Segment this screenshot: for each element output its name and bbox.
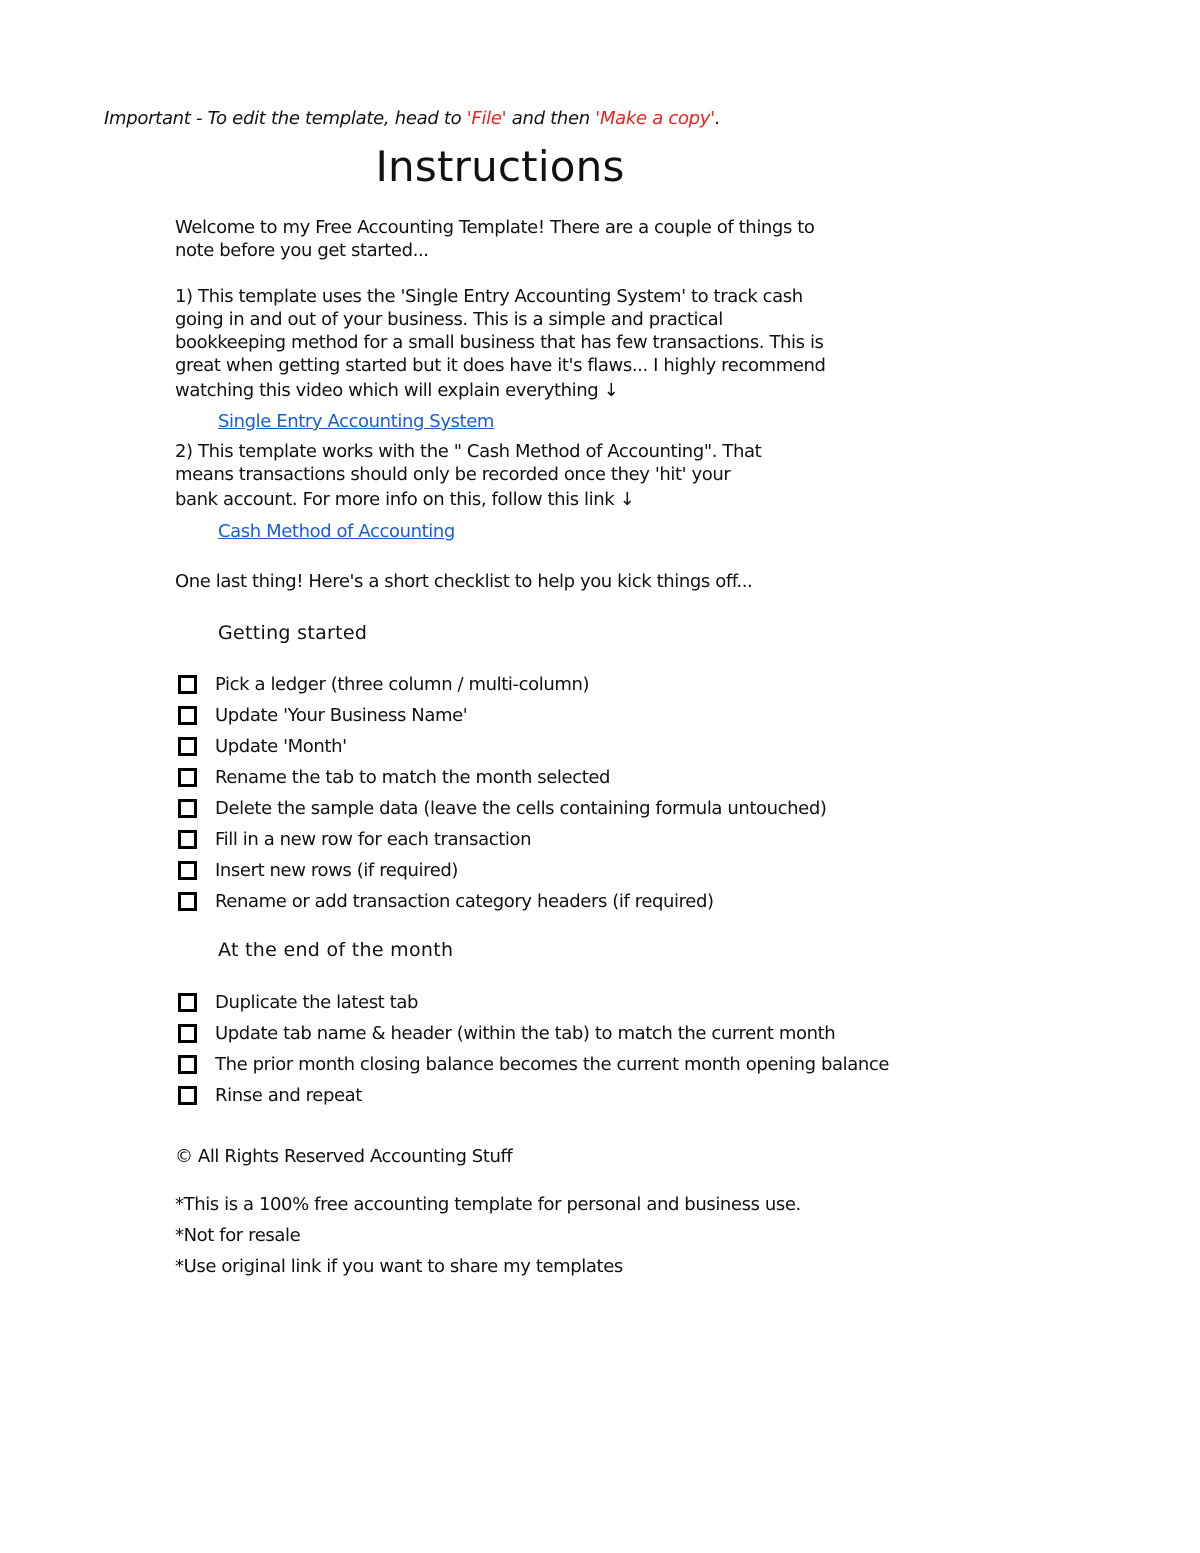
- checklist-item-label: Update 'Your Business Name': [215, 704, 468, 726]
- point-2-line: bank account. For more info on this, follow this link ↓: [175, 489, 635, 510]
- checklist-item-label: Rename or add transaction category headers (if required): [215, 890, 714, 912]
- point-1-line: going in and out of your business. This is a simple and practical: [175, 309, 723, 330]
- checklist-item-label: The prior month closing balance becomes the current month opening balance: [215, 1053, 890, 1075]
- checklist-item: [178, 1051, 889, 1077]
- checkbox[interactable]: [178, 706, 197, 725]
- checklist-item: [178, 702, 467, 728]
- checkbox[interactable]: [178, 1024, 197, 1043]
- checkbox[interactable]: [178, 675, 197, 694]
- checkbox[interactable]: [178, 993, 197, 1012]
- copyright-notice: © All Rights Reserved Accounting Stuff: [175, 1146, 513, 1167]
- checklist-item-label: Rinse and repeat: [215, 1084, 362, 1106]
- checklist-item: [178, 764, 610, 790]
- checkbox[interactable]: [178, 737, 197, 756]
- checkbox[interactable]: [178, 830, 197, 849]
- checkbox[interactable]: [178, 861, 197, 880]
- checklist-item: [178, 1020, 835, 1046]
- checklist-item-label: Delete the sample data (leave the cells containing formula untouched): [215, 797, 827, 819]
- footnote: *This is a 100% free accounting template for personal and business use.: [175, 1194, 801, 1215]
- checklist-item: [178, 1082, 362, 1108]
- make-copy-reference: 'Make a copy': [595, 108, 715, 129]
- checklist-item: [178, 733, 347, 759]
- checklist-item: [178, 888, 714, 914]
- checkbox[interactable]: [178, 768, 197, 787]
- cash-method-accounting-link[interactable]: Cash Method of Accounting: [218, 521, 455, 542]
- edit-notice-suffix: .: [714, 108, 721, 129]
- checklist-item: [178, 989, 418, 1015]
- checklist-item: [178, 795, 827, 821]
- point-1-paragraph: [175, 285, 826, 402]
- checklist-item-label: Duplicate the latest tab: [215, 991, 418, 1013]
- footnote: *Not for resale: [175, 1225, 301, 1246]
- checklist-item-label: Update 'Month': [215, 735, 347, 757]
- checklist-item: [178, 826, 531, 852]
- point-1-line: bookkeeping method for a small business that has few transactions. This is: [175, 332, 824, 353]
- checklist-item: [178, 671, 589, 697]
- intro-paragraph: [175, 216, 815, 262]
- intro-line: note before you get started...: [175, 240, 429, 261]
- checklist-item-label: Update tab name & header (within the tab) to match the current month: [215, 1022, 836, 1044]
- end-of-month-heading: At the end of the month: [218, 939, 454, 961]
- checklist-item-label: Rename the tab to match the month selected: [215, 766, 611, 788]
- intro-line: Welcome to my Free Accounting Template! There are a couple of things to: [175, 217, 815, 238]
- getting-started-heading: Getting started: [218, 622, 368, 644]
- point-1-line: 1) This template uses the 'Single Entry Accounting System' to track cash: [175, 286, 803, 307]
- point-1-line: great when getting started but it does have it's flaws... I highly recommend: [175, 355, 826, 376]
- point-1-line: watching this video which will explain everything ↓: [175, 380, 619, 401]
- checkbox[interactable]: [178, 1086, 197, 1105]
- checklist-item-label: Pick a ledger (three column / multi-column): [215, 673, 590, 695]
- edit-notice: [104, 108, 720, 129]
- point-2-line: means transactions should only be recorded once they 'hit' your: [175, 464, 731, 485]
- checklist-item-label: Fill in a new row for each transaction: [215, 828, 532, 850]
- edit-notice-prefix: Important - To edit the template, head to: [104, 108, 467, 129]
- point-2-paragraph: [175, 440, 761, 511]
- checklist-item: [178, 857, 458, 883]
- checklist-intro: One last thing! Here's a short checklist to help you kick things off...: [175, 571, 753, 592]
- checkbox[interactable]: [178, 1055, 197, 1074]
- checkbox[interactable]: [178, 799, 197, 818]
- page-title: Instructions: [375, 142, 625, 191]
- single-entry-accounting-link[interactable]: Single Entry Accounting System: [218, 411, 495, 432]
- edit-notice-middle: and then: [506, 108, 596, 129]
- checkbox[interactable]: [178, 892, 197, 911]
- footnote: *Use original link if you want to share my templates: [175, 1256, 623, 1277]
- checklist-item-label: Insert new rows (if required): [215, 859, 459, 881]
- point-2-line: 2) This template works with the " Cash Method of Accounting". That: [175, 441, 762, 462]
- file-menu-reference: 'File': [466, 108, 507, 129]
